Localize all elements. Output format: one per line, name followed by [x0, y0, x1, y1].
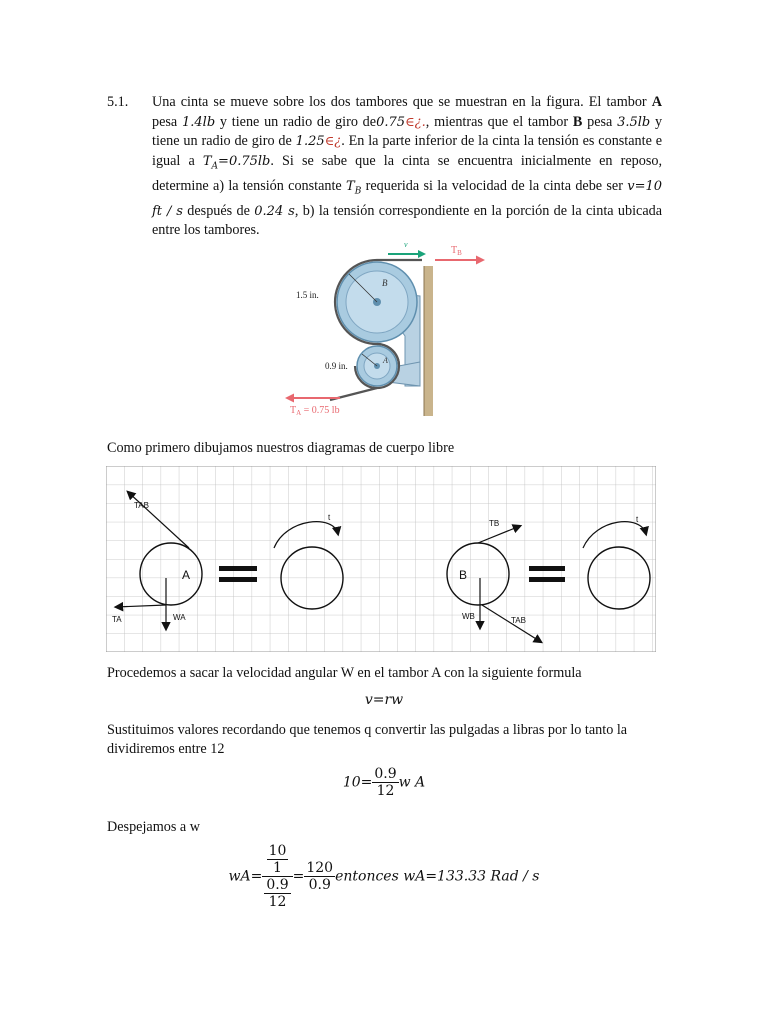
weight-b: 3.5: [617, 114, 638, 130]
eq3-tail: entonces wA=133.33 Rad / s: [335, 868, 540, 885]
caption-angular-velocity: Procedemos a sacar la velocidad angular W en el tambor A con la siguiente formula: [107, 665, 582, 681]
radius-b-text: 1.5 in.: [296, 290, 319, 300]
text-mientras: , mientras que el tambor: [425, 113, 569, 130]
text-last-line: la cinta ubicada entre los tambores.: [152, 202, 663, 239]
fbd-b-label: B: [459, 568, 468, 582]
fig-a-label: A: [383, 356, 388, 365]
ta-symbol: $T_A=0.75lb$: [202, 153, 271, 172]
fbd-t-b: t: [636, 515, 639, 524]
text-parte-inferior: . En la parte inferior de la cinta la tensión es: [341, 133, 595, 149]
text-despues: después de: [187, 202, 250, 219]
fbd-wb: WB: [462, 612, 475, 621]
fbd-wa: WA: [173, 613, 186, 622]
drum-b-label: B: [572, 113, 583, 130]
belt-drum-figure: [280, 236, 490, 418]
fig-b-label: B: [382, 278, 388, 288]
text-debe: debe ser: [575, 177, 623, 194]
fbd-tb: TB: [489, 519, 500, 528]
wall: [424, 266, 433, 416]
text-requerida: requerida si la velocidad de la cinta: [365, 177, 572, 194]
tb-symbol: $T_B$: [346, 178, 362, 197]
problem-statement: [152, 93, 662, 241]
eq3-f-num: 120: [306, 860, 334, 876]
grid-background: [106, 466, 656, 652]
weight-a: 1.4: [181, 114, 203, 130]
radius-b: 1.25: [295, 134, 325, 149]
text-pesa-b: pesa: [587, 113, 613, 130]
unit-lb-b: lb: [637, 114, 651, 130]
caption-free-body: Como primero dibujamos nuestros diagramas de cuerpo libre: [107, 440, 455, 456]
fbd-tab-b: TAB: [511, 616, 526, 625]
eq3-d2: 12: [268, 894, 287, 910]
unit-lb: lb: [202, 114, 216, 130]
fbd-t-a: t: [328, 513, 331, 522]
radius-a-text: 0.9 in.: [325, 361, 348, 371]
text-constante: constante e igual a: [152, 133, 663, 169]
equals-a-top: [219, 566, 257, 571]
equation-substitution: 10= $\frac{0.9}{12}$ w A: [342, 766, 426, 799]
text-reposo: reposo, determine a) la tensión constante: [152, 152, 663, 194]
fbd-ta: TA: [112, 615, 122, 624]
text-radio-b: y tiene un radio de giro de: [152, 113, 663, 149]
equals-b-bottom: [529, 577, 565, 582]
text-b-part: , b) la tensión correspondiente en la porción de: [294, 202, 568, 219]
eq3-d1: 0.9: [266, 877, 289, 893]
eq3-n1: 10: [268, 843, 287, 859]
garbled-symbol-a: ∈¿.: [405, 114, 426, 130]
ta-label: $T_A = 0.75$ lb: [290, 405, 340, 417]
equation-v-rw: v=rw: [364, 692, 404, 708]
time-value: 0.24 s: [254, 203, 295, 219]
eq2-denominator: 12: [376, 783, 395, 799]
text-radio: y tiene un radio de giro de: [219, 113, 377, 130]
equals-b-top: [529, 566, 565, 571]
statement-line1: Una cinta se mueve sobre los dos tambores que se muestran en la figura. El tambor: [152, 94, 647, 110]
velocity-label: v: [404, 240, 408, 249]
caption-solve-w: Despejamos a w: [107, 819, 200, 835]
text-si-sabe: . Si se sabe que la cinta se encuentra inicialmente en: [270, 152, 613, 169]
text-pesa: pesa: [152, 113, 178, 130]
fbd-a-label: A: [182, 568, 191, 582]
problem-number: 5.1.: [107, 94, 129, 110]
caption-substitute: Sustituimos valores recordando que tenemos q convertir las pulgadas a libras por lo tanto la: [107, 722, 628, 738]
garbled-symbol-b: ∈¿: [324, 134, 342, 149]
tb-label: $T_B$: [451, 245, 462, 257]
eq2-numerator: 0.9: [374, 766, 397, 782]
eq3-n2: 1: [273, 860, 282, 876]
radius-a: 0.75: [376, 114, 406, 130]
velocity-eq: v=10 ft / s: [152, 178, 663, 219]
drum-a-label: A: [651, 94, 662, 110]
equals-a-bottom: [219, 577, 257, 582]
free-body-diagrams: [106, 466, 656, 652]
equation-wa: wA= $\frac{\frac{10}{1}}{\frac{0.9}{12}}$ = $\frac{120}{0.9}$ entonces wA=133.33 Rad / s: [228, 843, 540, 910]
caption-substitute-2: dividiremos entre 12: [107, 741, 225, 757]
fbd-tab-a: TAB: [134, 501, 149, 510]
eq3-f-den: 0.9: [308, 877, 331, 893]
